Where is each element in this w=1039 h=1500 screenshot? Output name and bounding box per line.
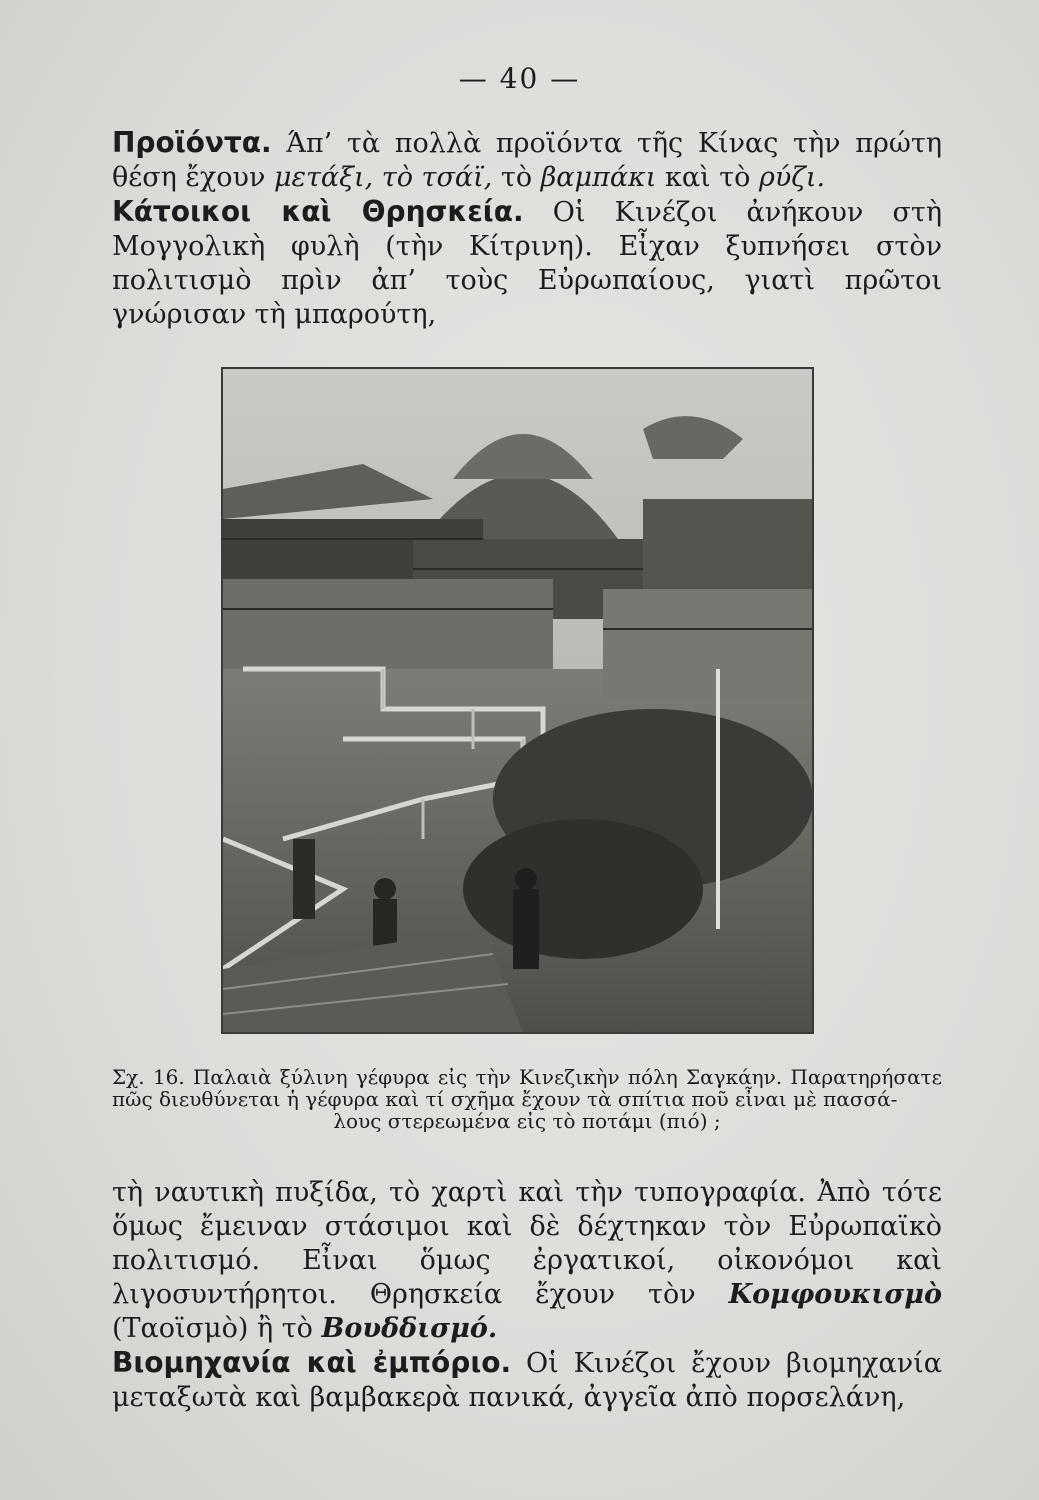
paragraph-religion-industry: [112, 1176, 942, 1415]
caption-main: Σχ. 16. Παλαιὰ ξύλινη γέφυρα εἰς τὴν Κινεζικὴν πόλη Σαγκάην. Παρατηρήσατε πῶς διευθύνεται ἡ γέφυρα καὶ τί σχῆμα ἔχουν τὰ σπίτια ποῦ εἶναι μὲ πασσά-: [112, 1065, 942, 1111]
products-heading: Προϊόντα.: [112, 126, 272, 159]
photo-old-wooden-bridge-shanghai: [221, 367, 814, 1034]
industry-heading: Βιομηχανία καὶ ἐμπόριο.: [112, 1346, 512, 1379]
culture-text-2: (Ταοϊσμὸ) ἢ τὸ: [112, 1313, 322, 1344]
products-items-silk-tea: μετάξι, τὸ τσάϊ,: [273, 162, 493, 193]
inhabitants-heading: Κάτοικοι καὶ Θρησκεία.: [112, 195, 524, 228]
figure-caption: [112, 1066, 942, 1132]
inhabitants-text: Οἱ Κινέζοι ἀνήκουν στὴ Μογγολικὴ φυλὴ (τὴν Κίτρινη). Εἶχαν ξυπνήσει στὸν πολιτισμὸ πρὶν ἀπ’ τοὺς Εὐρωπαίους, γιατὶ πρῶτοι γνώρισαν τὴ μπαρούτη,: [112, 197, 942, 330]
products-text-connector: τὸ: [492, 162, 541, 193]
paragraph-products-inhabitants: [112, 126, 942, 332]
products-item-cotton: βαμπάκι: [540, 162, 657, 193]
products-text-connector-2: καὶ τὸ: [656, 162, 759, 193]
bridge-photo-illustration: [223, 369, 812, 1032]
products-item-rice: ρύζι.: [759, 162, 826, 193]
religion-buddhism: Βουδδισμό.: [321, 1313, 498, 1344]
industry-text: Οἱ Κινέζοι ἔχουν βιομηχανία μεταξωτὰ καὶ βαμβακερὰ πανικά, ἀγγεῖα ἀπὸ πορσελάνη,: [112, 1348, 942, 1413]
religion-confucianism: Κομφουκισμὸ: [728, 1279, 942, 1310]
products-text: Άπ’ τὰ πολλὰ προϊόντα τῆς Κίνας τὴν πρώτη θέση ἔχουν: [112, 128, 942, 193]
culture-text: τὴ ναυτικὴ πυξίδα, τὸ χαρτὶ καὶ τὴν τυπογραφία. Ἀπὸ τότε ὅμως ἔμειναν στάσιμοι καὶ δὲ δέχτηκαν τὸν Εὐρωπαϊκὸ πολιτισμό. Εἶναι ὅμως ἐργατικοί, οἰκονόμοι καὶ λιγοσυντήρητοι. Θρησκεία ἔχουν τὸν: [112, 1177, 942, 1310]
caption-last-line: λους στερεωμένα εἰς τὸ ποτάμι (πιό) ;: [333, 1109, 721, 1133]
page-number: — 40 —: [458, 62, 581, 95]
